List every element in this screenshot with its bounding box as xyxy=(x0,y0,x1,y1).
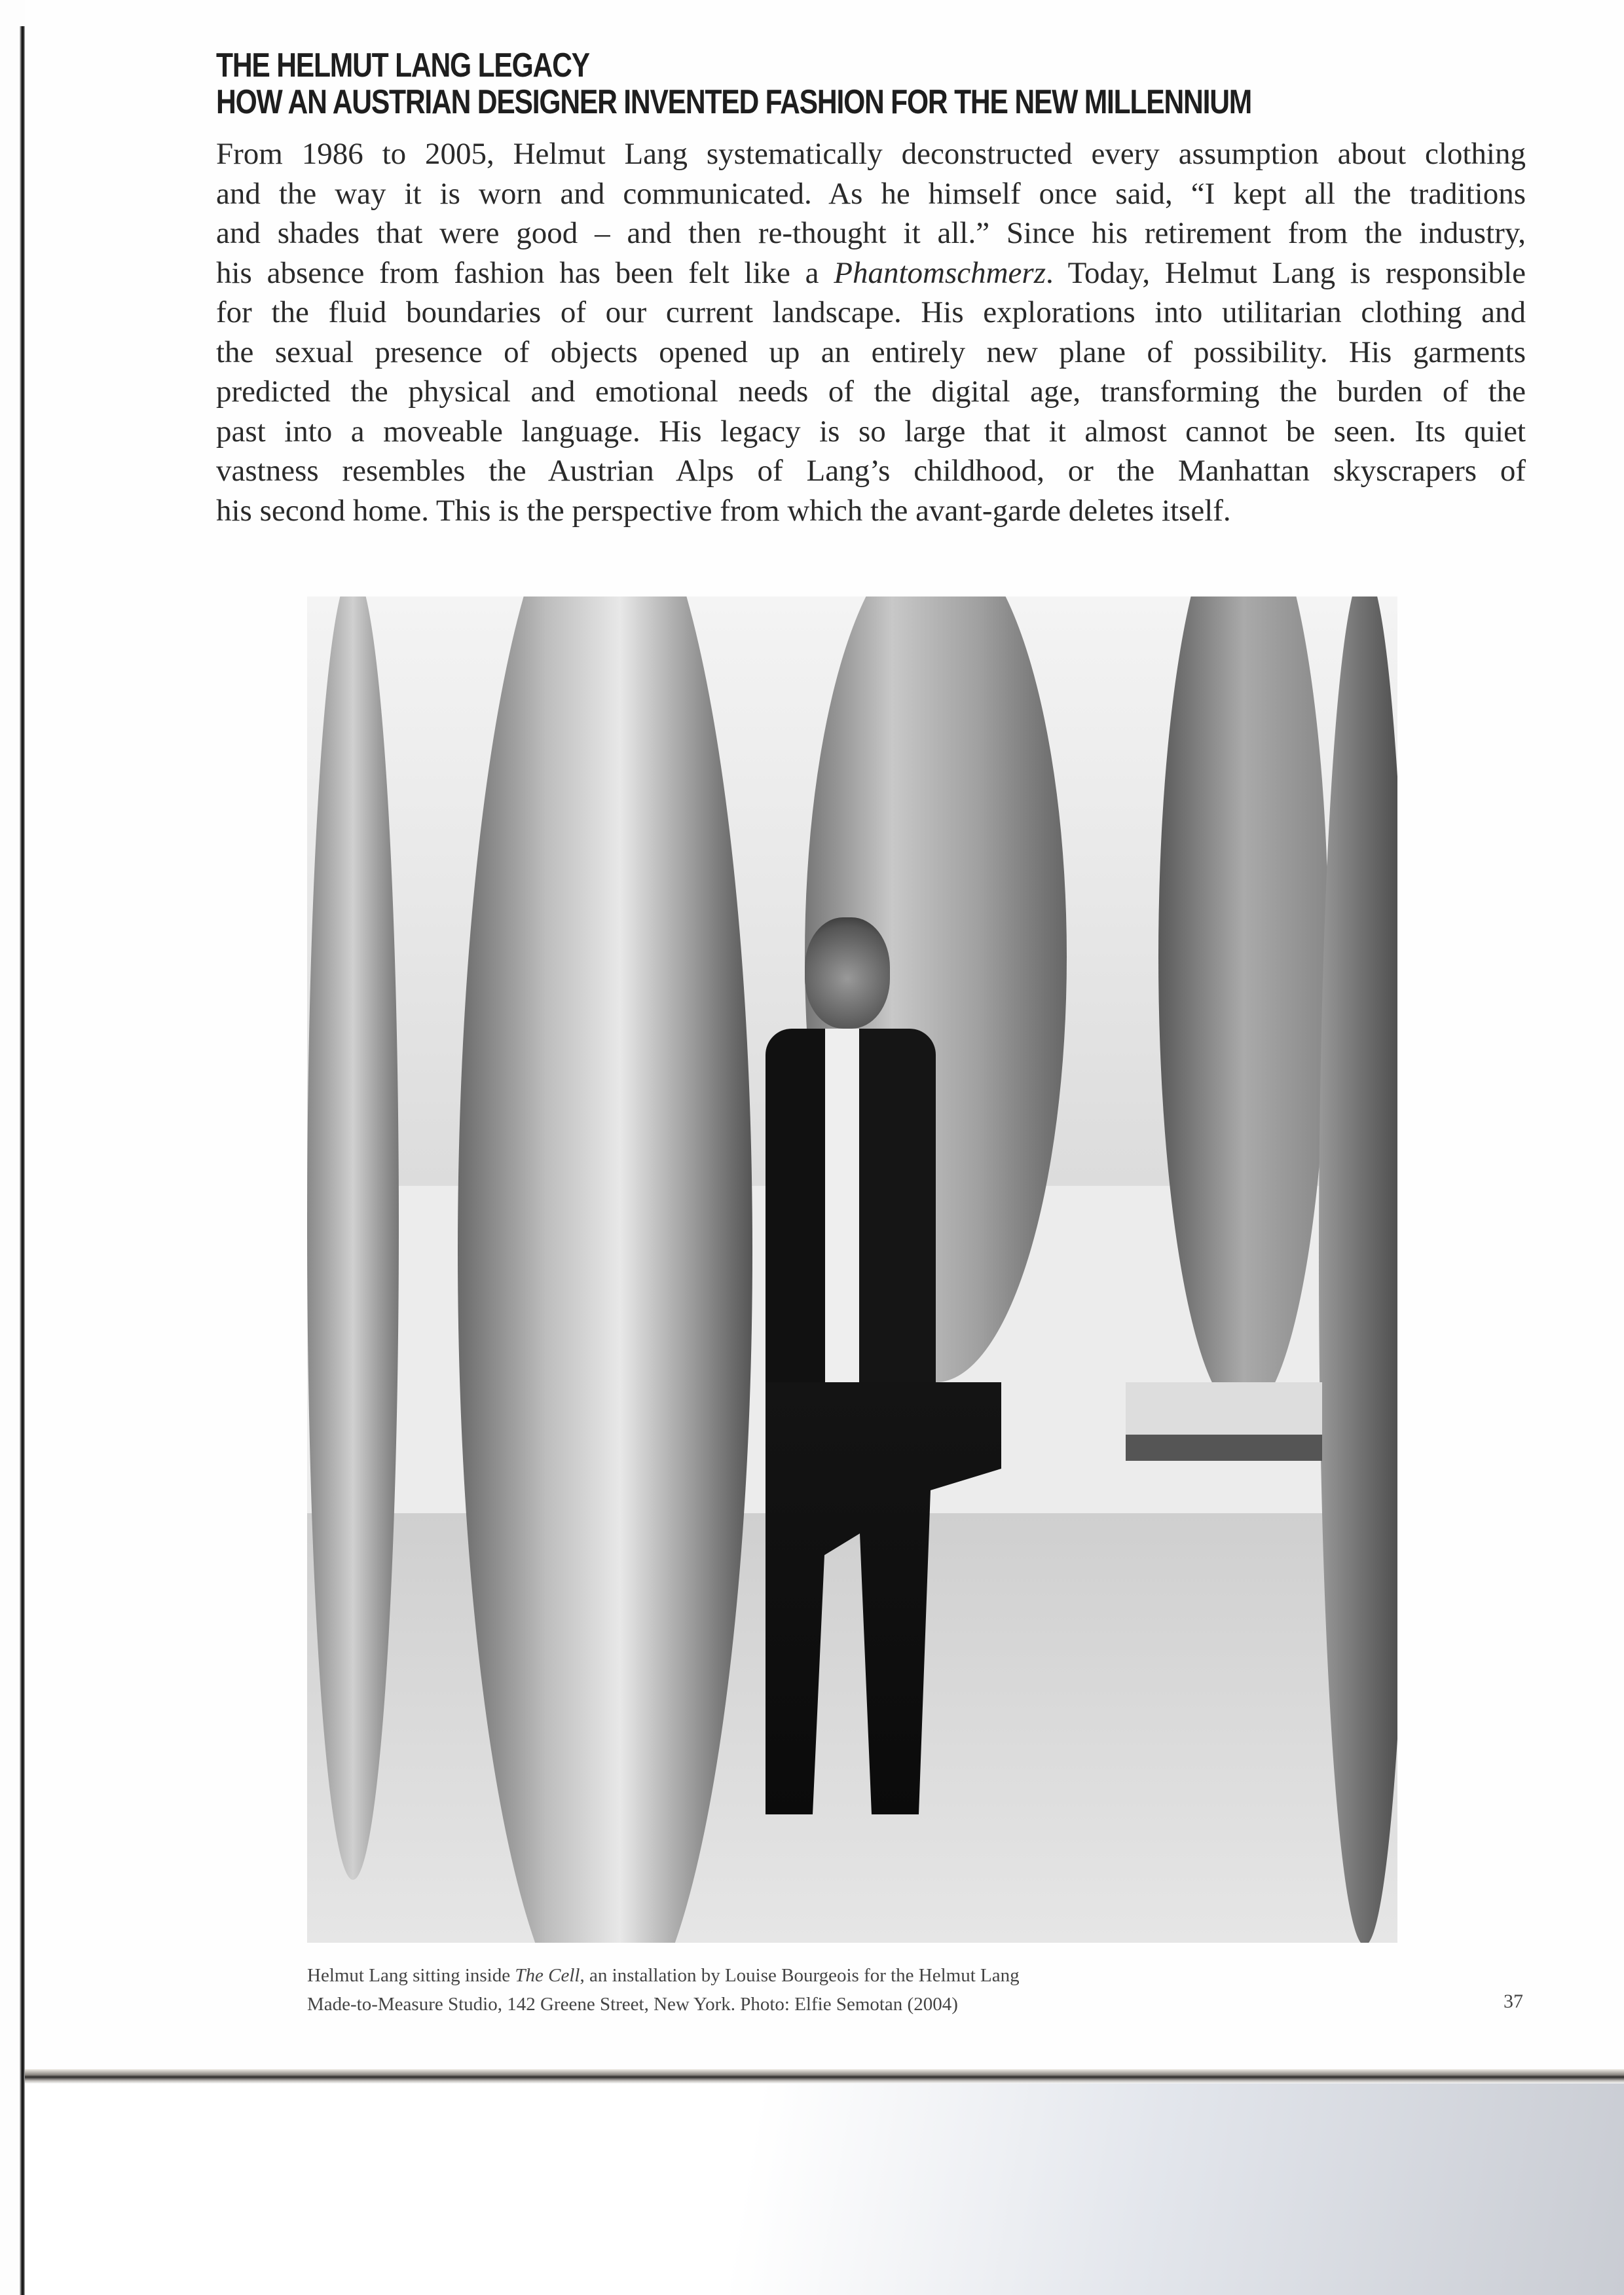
caption-text: , an installation by Louise Bourgeois for the Helmut Lang xyxy=(580,1965,1020,1986)
photo-figure-head xyxy=(805,917,890,1029)
photo-caption xyxy=(307,1961,1020,2019)
body-line: the sexual presence of objects opened up an entirely new plane of possibility. His garments xyxy=(216,335,1526,369)
photo-mirror-panel xyxy=(458,597,752,1943)
page-fold-shadow xyxy=(25,2069,1624,2084)
body-text: his absence from fashion has been felt like a xyxy=(216,255,834,290)
body-line: his second home. This is the perspective from which the avant-garde deletes itself. xyxy=(216,493,1231,528)
article-heading xyxy=(216,47,1251,120)
body-line: vastness resembles the Austrian Alps of Lang’s childhood, or the Manhattan skyscrapers of xyxy=(216,454,1526,488)
body-italic-term: Phantomschmerz xyxy=(834,255,1046,290)
scan-edge xyxy=(20,26,25,2295)
caption-line-1 xyxy=(307,1961,1020,1990)
page-number: 37 xyxy=(1504,1991,1523,2012)
caption-artwork-title: The Cell xyxy=(515,1965,580,1986)
body-line: and the way it is worn and communicated. As he himself once said, “I kept all the traditions xyxy=(216,176,1526,211)
photo-mirror-panel xyxy=(1158,597,1329,1415)
scan-background xyxy=(25,2084,1624,2295)
photo-bench xyxy=(1126,1382,1322,1644)
body-line xyxy=(216,253,1526,293)
body-line: past into a moveable language. His legacy is so large that it almost cannot be seen. Its quiet xyxy=(216,414,1526,449)
body-line: From 1986 to 2005, Helmut Lang systematically deconstructed every assumption about clothing xyxy=(216,137,1526,171)
heading-line-1: THE HELMUT LANG LEGACY xyxy=(216,46,589,84)
body-text: . Today, Helmut Lang is responsible xyxy=(1045,255,1526,290)
body-line: for the fluid boundaries of our current landscape. His explorations into utilitarian clothing and xyxy=(216,295,1526,329)
caption-text: Helmut Lang sitting inside xyxy=(307,1965,515,1986)
caption-line-2: Made-to-Measure Studio, 142 Greene Street, New York. Photo: Elfie Semotan (2004) xyxy=(307,1994,958,2015)
body-line: and shades that were good – and then re-thought it all.” Since his retirement from the industry, xyxy=(216,216,1526,250)
body-line: predicted the physical and emotional needs of the digital age, transforming the burden of the xyxy=(216,375,1526,409)
photo-mirror-panel xyxy=(307,597,399,1880)
heading-line-2: HOW AN AUSTRIAN DESIGNER INVENTED FASHION FOR THE NEW MILLENNIUM xyxy=(216,83,1252,121)
article-body xyxy=(216,134,1526,530)
photograph xyxy=(307,597,1397,1943)
